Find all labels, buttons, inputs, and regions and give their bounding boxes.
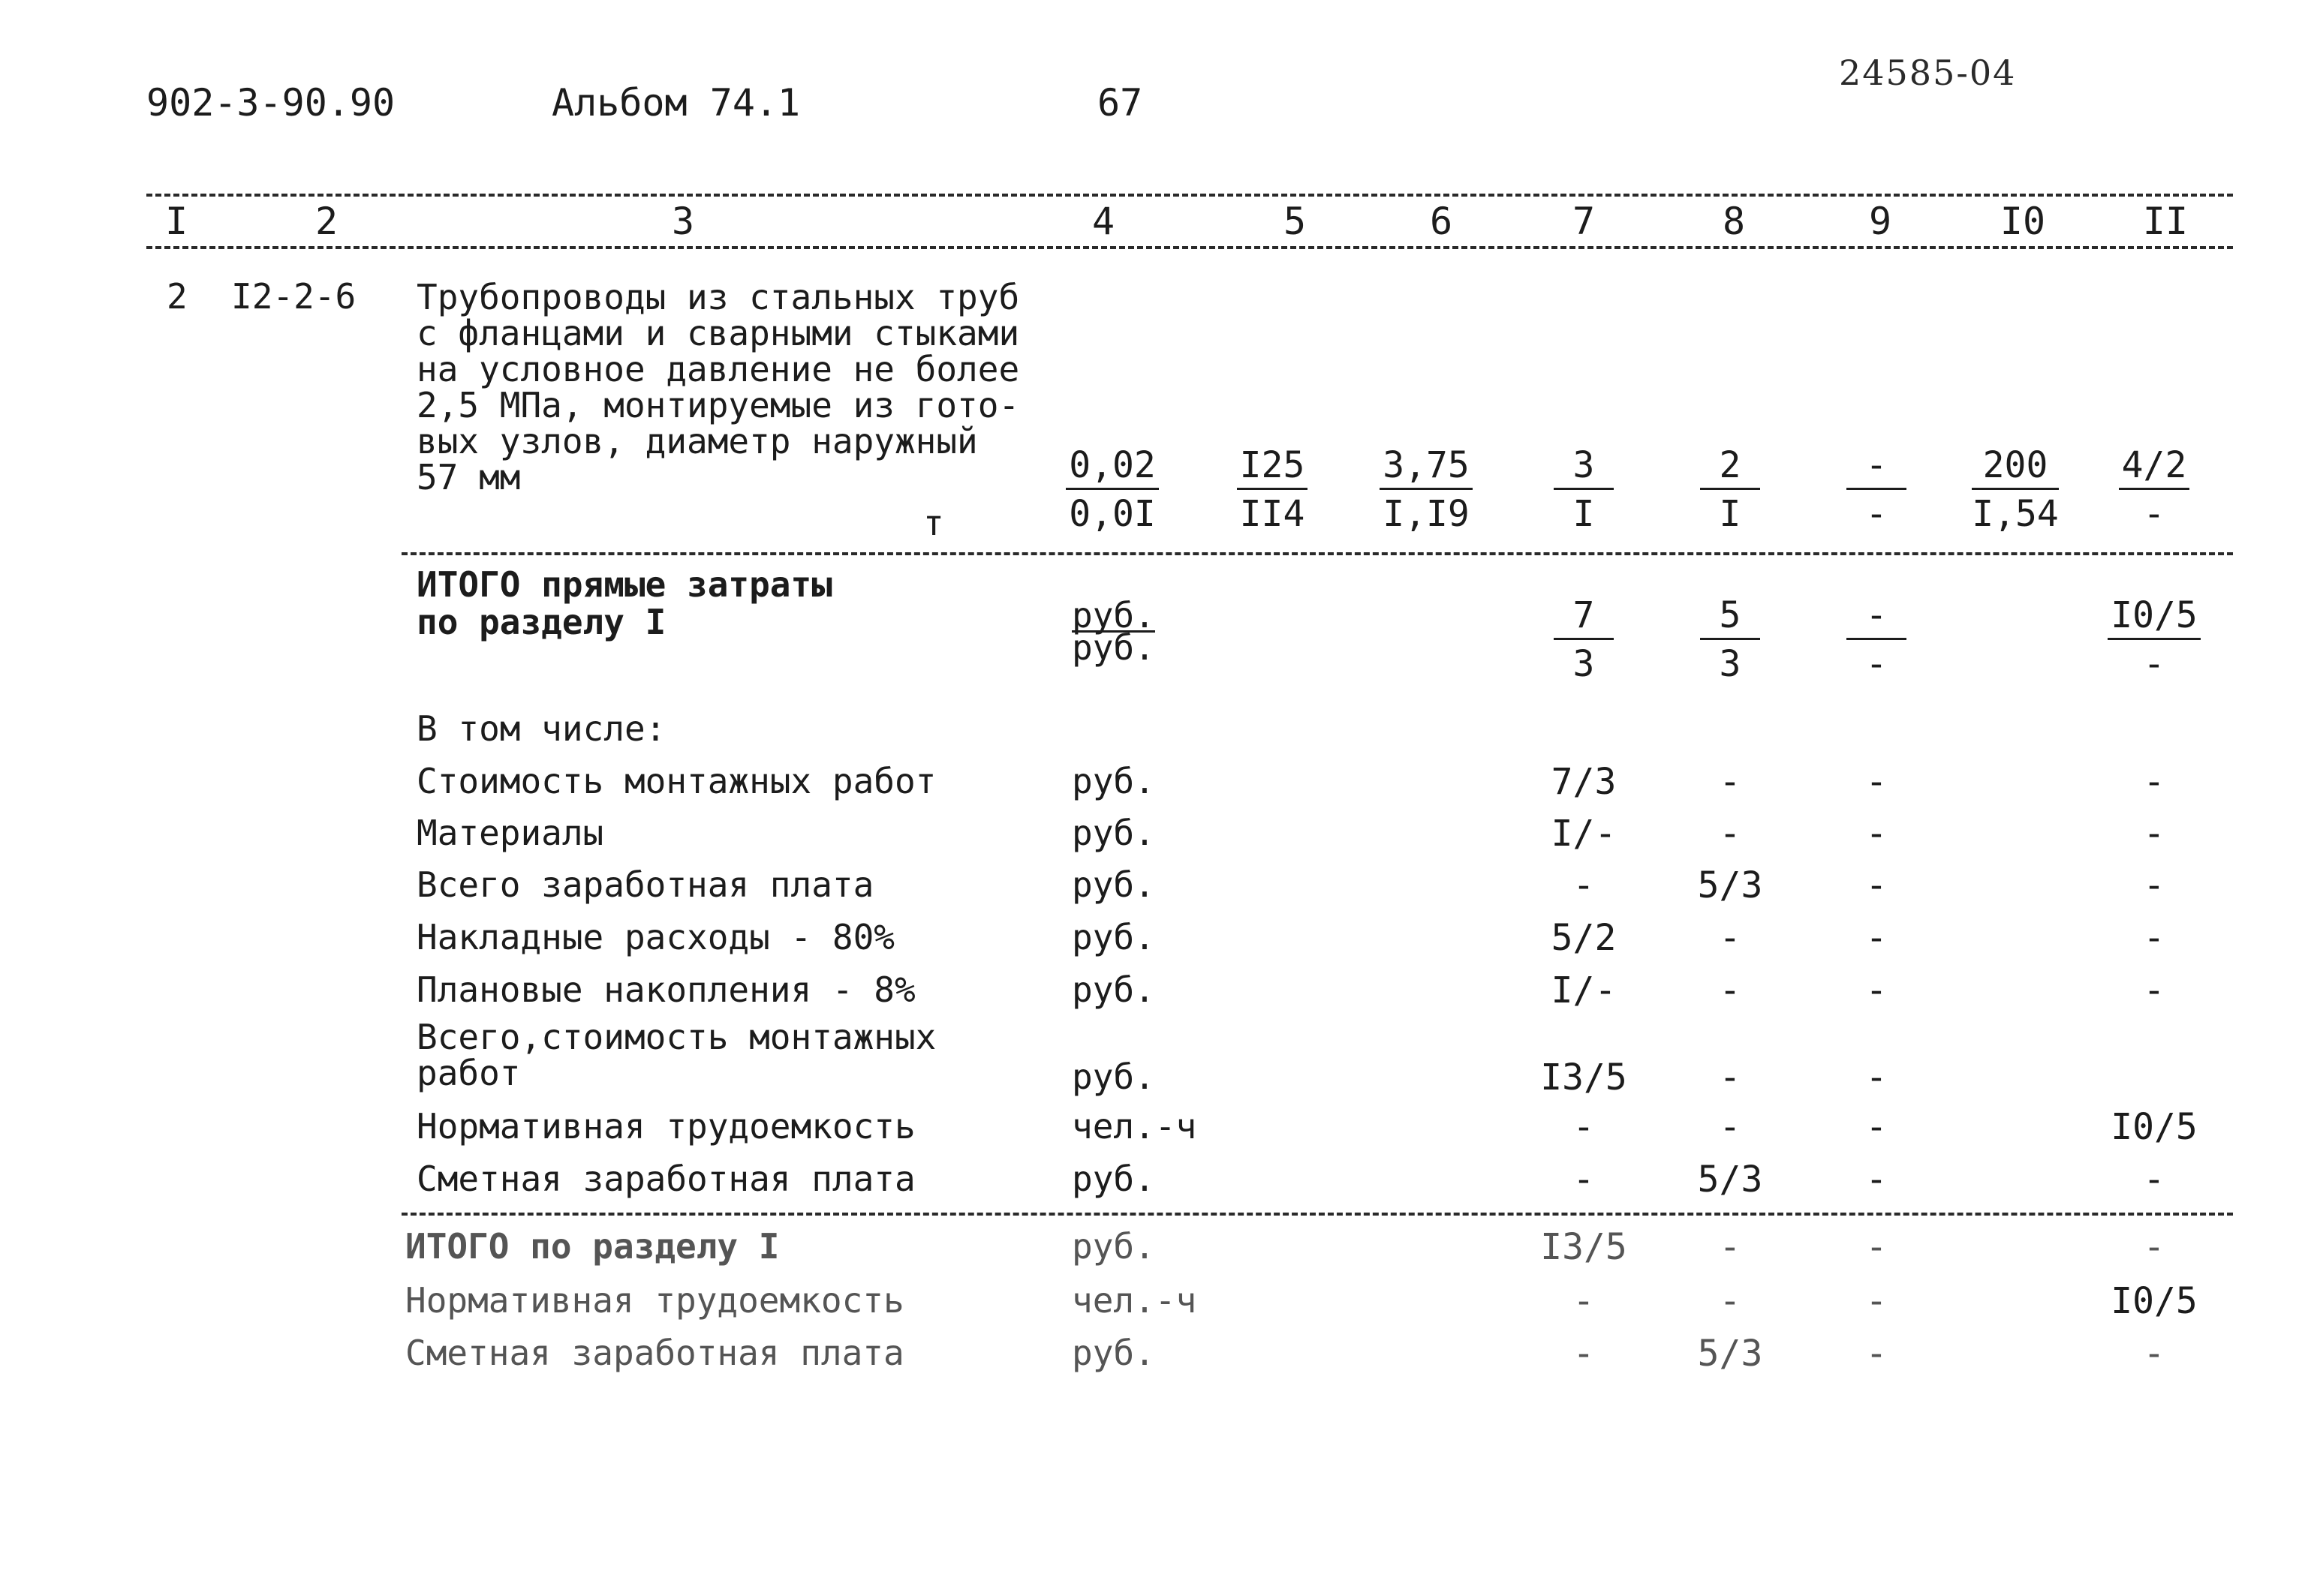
inventory-stamp: 24585-04 bbox=[1839, 53, 2017, 93]
row-col9: - bbox=[1865, 864, 1888, 906]
value-bottom: - bbox=[2143, 643, 2165, 685]
row-col9: - bbox=[1865, 917, 1888, 959]
item-value-col9 bbox=[1824, 443, 1929, 538]
column-number-10: I0 bbox=[2000, 200, 2046, 243]
total-direct-col9 bbox=[1824, 593, 1929, 688]
row-col11: - bbox=[2143, 813, 2165, 855]
item-value-col10 bbox=[1963, 443, 2068, 538]
row-unit: чел.-ч bbox=[1072, 1106, 1197, 1147]
value-top: 3 bbox=[1554, 443, 1614, 490]
row-label: Нормативная трудоемкость bbox=[405, 1280, 904, 1321]
value-bottom: I bbox=[1719, 493, 1741, 535]
total-direct-section: по разделу I bbox=[417, 602, 667, 642]
row-col7: I3/5 bbox=[1540, 1226, 1627, 1268]
row-unit: руб. bbox=[1072, 1159, 1155, 1199]
row-col7: I/- bbox=[1551, 813, 1617, 855]
row-col9: - bbox=[1865, 1280, 1888, 1322]
row-unit: руб. bbox=[1072, 761, 1155, 801]
row-col8: - bbox=[1719, 1226, 1741, 1268]
total-direct-col7 bbox=[1531, 593, 1636, 688]
row-col7: I/- bbox=[1551, 969, 1617, 1011]
row-label: Всего,стоимость монтажных работ bbox=[417, 1017, 937, 1093]
value-top: 0,02 bbox=[1066, 443, 1159, 490]
column-number-4: 4 bbox=[1091, 200, 1115, 243]
row-unit: чел.-ч bbox=[1072, 1280, 1197, 1321]
header-top-divider bbox=[146, 194, 2233, 197]
row-col7: I3/5 bbox=[1540, 1056, 1627, 1099]
row-col11: - bbox=[2143, 969, 2165, 1011]
section-total-label: ИТОГО по разделу I bbox=[405, 1226, 780, 1267]
row-col7: - bbox=[1572, 1106, 1595, 1148]
total-direct-col8 bbox=[1678, 593, 1783, 688]
row-col9: - bbox=[1865, 1226, 1888, 1268]
row-col7: 7/3 bbox=[1551, 761, 1617, 803]
total-direct-col11 bbox=[2102, 593, 2207, 688]
document-code: 902-3-90.90 bbox=[146, 81, 396, 125]
row-col9: - bbox=[1865, 1333, 1888, 1375]
item-value-col5 bbox=[1220, 443, 1325, 538]
row-col9: - bbox=[1865, 1056, 1888, 1099]
value-bottom: - bbox=[1865, 493, 1888, 535]
column-number-5: 5 bbox=[1283, 200, 1307, 243]
item-value-col7 bbox=[1531, 443, 1636, 538]
value-bottom: - bbox=[2143, 493, 2165, 535]
row-unit: руб. bbox=[1072, 969, 1155, 1010]
row-label: Плановые накопления - 8% bbox=[417, 969, 916, 1010]
row-label: Сметная заработная плата bbox=[405, 1333, 904, 1373]
value-bottom: 3 bbox=[1719, 643, 1741, 685]
header-bottom-divider bbox=[146, 246, 2233, 249]
row-col8: - bbox=[1719, 813, 1741, 855]
value-top: I0/5 bbox=[2108, 593, 2201, 640]
column-number-7: 7 bbox=[1572, 200, 1596, 243]
item-value-col4 bbox=[1060, 443, 1165, 538]
column-number-3: 3 bbox=[671, 200, 695, 243]
row-col8: 5/3 bbox=[1697, 1333, 1763, 1375]
row-col8: 5/3 bbox=[1697, 1159, 1763, 1201]
row-label: Стоимость монтажных работ bbox=[417, 761, 937, 801]
column-number-11: II bbox=[2142, 200, 2189, 243]
row-col8: - bbox=[1719, 761, 1741, 803]
row-col11: I0/5 bbox=[2111, 1106, 2198, 1148]
row-col9: - bbox=[1865, 969, 1888, 1011]
row-label: Всего заработная плата bbox=[417, 864, 874, 905]
value-top: - bbox=[1846, 593, 1906, 640]
value-bottom: I,I9 bbox=[1383, 493, 1470, 535]
value-bottom: 0,0I bbox=[1069, 493, 1156, 535]
column-number-1: I bbox=[164, 200, 188, 243]
item-unit: т bbox=[923, 503, 944, 543]
row-col11: I0/5 bbox=[2111, 1280, 2198, 1322]
row-col11: - bbox=[2143, 864, 2165, 906]
section-divider bbox=[402, 1213, 2233, 1216]
item-code: I2-2-6 bbox=[231, 276, 357, 317]
value-top: I25 bbox=[1237, 443, 1308, 490]
row-col8: - bbox=[1719, 917, 1741, 959]
row-col7: - bbox=[1572, 1333, 1595, 1375]
row-col7: - bbox=[1572, 864, 1595, 906]
row-col9: - bbox=[1865, 1106, 1888, 1148]
row-col8: 5/3 bbox=[1697, 864, 1763, 906]
row-col9: - bbox=[1865, 1159, 1888, 1201]
item-value-col6 bbox=[1374, 443, 1479, 538]
value-top: 200 bbox=[1972, 443, 2059, 490]
row-unit: руб. bbox=[1072, 1226, 1155, 1267]
total-direct-unit bbox=[1072, 595, 1155, 668]
item-description: Трубопроводы из стальных труб с фланцами и сварными стыками на условное давление не более 2,5 МПа, монтируемые из гото- вых узлов, диаметр наружный 57 мм bbox=[417, 277, 1020, 497]
column-number-6: 6 bbox=[1429, 200, 1453, 243]
row-col11: - bbox=[2143, 1159, 2165, 1201]
item-number: 2 bbox=[167, 276, 188, 317]
row-col11: - bbox=[2143, 917, 2165, 959]
row-label: Нормативная трудоемкость bbox=[417, 1106, 916, 1147]
row-col8: - bbox=[1719, 1106, 1741, 1148]
item-value-col8 bbox=[1678, 443, 1783, 538]
total-direct-label: ИТОГО прямые затраты bbox=[417, 564, 832, 605]
row-col7: - bbox=[1572, 1159, 1595, 1201]
unit-bottom: руб. bbox=[1072, 627, 1155, 668]
row-col8: - bbox=[1719, 969, 1741, 1011]
row-col9: - bbox=[1865, 813, 1888, 855]
row-unit: руб. bbox=[1072, 864, 1155, 905]
row-col7: - bbox=[1572, 1280, 1595, 1322]
row-col9: - bbox=[1865, 761, 1888, 803]
value-bottom: II4 bbox=[1239, 493, 1305, 535]
row-unit: руб. bbox=[1072, 917, 1155, 957]
column-number-9: 9 bbox=[1868, 200, 1892, 243]
value-top: 2 bbox=[1700, 443, 1760, 490]
value-bottom: I,54 bbox=[1972, 493, 2059, 535]
value-top: 4/2 bbox=[2119, 443, 2190, 490]
row-label: Сметная заработная плата bbox=[417, 1159, 916, 1199]
row-col11: - bbox=[2143, 1226, 2165, 1268]
row-col11: - bbox=[2143, 761, 2165, 803]
item-divider bbox=[402, 552, 2233, 555]
unit-top: руб. bbox=[1072, 595, 1155, 636]
value-top: 5 bbox=[1700, 593, 1760, 640]
value-top: 3,75 bbox=[1380, 443, 1473, 490]
value-top: 7 bbox=[1554, 593, 1614, 640]
column-number-2: 2 bbox=[314, 200, 339, 243]
row-col8: - bbox=[1719, 1056, 1741, 1099]
item-value-col11 bbox=[2102, 443, 2207, 538]
row-col8: - bbox=[1719, 1280, 1741, 1322]
row-unit: руб. bbox=[1072, 813, 1155, 853]
row-label: Материалы bbox=[417, 813, 604, 853]
row-unit: руб. bbox=[1072, 1056, 1155, 1097]
album-label: Альбом 74.1 bbox=[552, 81, 801, 125]
value-bottom: I bbox=[1572, 493, 1595, 535]
page-number: 67 bbox=[1097, 81, 1143, 125]
row-label: Накладные расходы - 80% bbox=[417, 917, 895, 957]
value-top: - bbox=[1846, 443, 1906, 490]
column-number-8: 8 bbox=[1722, 200, 1746, 243]
value-bottom: - bbox=[1865, 643, 1888, 685]
row-col7: 5/2 bbox=[1551, 917, 1617, 959]
row-col11: - bbox=[2143, 1333, 2165, 1375]
value-bottom: 3 bbox=[1572, 643, 1595, 685]
row-unit: руб. bbox=[1072, 1333, 1155, 1373]
including-label: В том числе: bbox=[417, 708, 667, 749]
